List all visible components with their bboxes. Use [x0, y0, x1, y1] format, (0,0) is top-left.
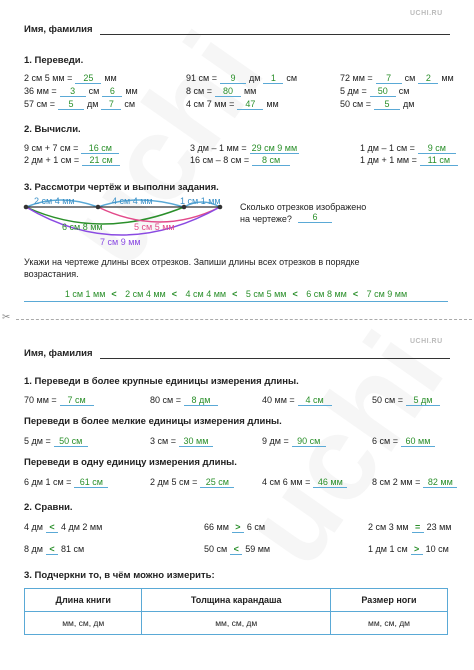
- exercise-line: [24, 477, 108, 488]
- table-header: Длина книги: [25, 589, 142, 612]
- compare-left: 66 мм: [204, 522, 229, 532]
- unit-label: мм: [441, 73, 454, 83]
- exercise-line: [190, 143, 299, 154]
- exercise-label: 70 мм =: [24, 395, 57, 405]
- answer-field[interactable]: 5 дм: [406, 395, 440, 406]
- exercise-label: 5 дм =: [340, 86, 367, 96]
- exercise-line: [262, 395, 332, 406]
- compare-right: 6 см: [246, 522, 266, 532]
- task-text: Укажи на чертеже длины всех отрезков. Запиши длины всех отрезков в порядке: [24, 257, 360, 267]
- answer-field[interactable]: 7: [101, 99, 121, 110]
- exercise-label: 2 дм + 1 см =: [24, 155, 80, 165]
- compare-line: [24, 522, 102, 533]
- exercise-label: 1 дм – 1 см =: [360, 143, 415, 153]
- answer-field[interactable]: 30 мм: [179, 436, 213, 447]
- order-item: 4 см 4 мм: [185, 289, 227, 299]
- measure-table: [24, 588, 448, 635]
- compare-right: 10 см: [425, 544, 449, 554]
- exercise-label: 9 см + 7 см =: [24, 143, 79, 153]
- answer-field[interactable]: 2: [418, 73, 438, 84]
- answer-field[interactable]: 47: [237, 99, 263, 110]
- answer-field[interactable]: 5: [58, 99, 84, 110]
- exercise-label: 4 см 6 мм =: [262, 477, 311, 487]
- compare-left: 2 см 3 мм: [368, 522, 409, 532]
- exercise-label: 8 см =: [186, 86, 212, 96]
- section-title: 2. Сравни.: [24, 502, 73, 513]
- answer-field[interactable]: 50: [370, 86, 396, 97]
- segment-label: 6 см 8 мм: [62, 222, 103, 232]
- brand-logo: UCHI.RU: [410, 10, 443, 17]
- exercise-label: 50 см =: [340, 99, 371, 109]
- answer-field[interactable]: 46 мм: [313, 477, 347, 488]
- exercise-label: 36 мм =: [24, 86, 57, 96]
- exercise-line: [24, 99, 135, 110]
- answer-field[interactable]: 11 см: [420, 155, 458, 166]
- exercise-line: [340, 73, 454, 84]
- unit-label: мм: [125, 86, 138, 96]
- answer-field[interactable]: 25 см: [200, 477, 234, 488]
- exercise-line: [372, 395, 440, 406]
- exercise-line: [186, 73, 297, 84]
- cut-line: [16, 319, 472, 320]
- exercise-label: 6 см =: [372, 436, 398, 446]
- unit-label: см: [286, 73, 298, 83]
- exercise-line: [190, 155, 290, 166]
- section-title: 2. Вычисли.: [24, 124, 81, 135]
- exercise-label: 91 см =: [186, 73, 217, 83]
- answer-field[interactable]: 80: [215, 86, 241, 97]
- answer-field[interactable]: 16 см: [81, 143, 119, 154]
- segment-label: 5 см 5 мм: [134, 222, 175, 232]
- segment-label: 7 см 9 мм: [100, 237, 141, 247]
- answer-field[interactable]: 21 см: [82, 155, 120, 166]
- answer-field[interactable]: 7 см: [60, 395, 94, 406]
- exercise-label: 3 см =: [150, 436, 176, 446]
- table-header: Толщина карандаша: [142, 589, 331, 612]
- answer-field[interactable]: 25: [75, 73, 101, 84]
- compare-line: [368, 544, 449, 555]
- unit-label: мм: [266, 99, 279, 109]
- order-answer[interactable]: 1 см 1 мм < 2 см 4 мм < 4 см 4 мм < 5 см 5 мм < 6 см 8 мм < 7 см 9 мм: [24, 289, 448, 302]
- exercise-label: 5 дм =: [24, 436, 51, 446]
- compare-sign[interactable]: >: [411, 544, 423, 555]
- section-title: Переведи в одну единицу измерения длины.: [24, 457, 237, 468]
- segment-label: 1 см 1 мм: [180, 196, 221, 206]
- compare-right: 4 дм 2 мм: [60, 522, 103, 532]
- answer-field[interactable]: 3: [60, 86, 86, 97]
- answer-field[interactable]: 6: [102, 86, 122, 97]
- exercise-label: 1 дм + 1 мм =: [360, 155, 417, 165]
- exercise-line: [24, 86, 138, 97]
- exercise-label: 9 дм =: [262, 436, 289, 446]
- unit-label: см: [404, 73, 416, 83]
- compare-line: [368, 522, 451, 533]
- section-title: 3. Рассмотри чертёж и выполни задания.: [24, 182, 219, 193]
- answer-field[interactable]: 9: [220, 73, 246, 84]
- exercise-line: [372, 436, 435, 447]
- exercise-line: [186, 99, 279, 110]
- exercise-line: [360, 143, 456, 154]
- compare-line: [24, 544, 84, 555]
- exercise-label: 16 см – 8 см =: [190, 155, 250, 165]
- section-title: 1. Переведи в более крупные единицы измерения длины.: [24, 376, 299, 387]
- unit-label: см: [124, 99, 136, 109]
- order-item: 5 см 5 мм: [245, 289, 287, 299]
- table-header: Размер ноги: [330, 589, 447, 612]
- exercise-line: [360, 155, 458, 166]
- table-cell[interactable]: мм, см, дм: [25, 612, 142, 635]
- exercise-line: [150, 395, 218, 406]
- name-label: Имя, фамилия: [24, 24, 93, 35]
- order-item: 2 см 4 мм: [125, 289, 166, 299]
- answer-field[interactable]: 9 см: [418, 143, 456, 154]
- exercise-line: [186, 86, 256, 97]
- compare-left: 8 дм: [24, 544, 43, 554]
- exercise-label: 50 см =: [372, 395, 403, 405]
- brand-logo: UCHI.RU: [410, 338, 443, 345]
- unit-label: мм: [104, 73, 117, 83]
- table-cell[interactable]: мм, см, дм: [330, 612, 447, 635]
- compare-sign[interactable]: >: [232, 522, 244, 533]
- exercise-line: [150, 436, 213, 447]
- exercise-label: 8 см 2 мм =: [372, 477, 421, 487]
- answer-field[interactable]: 50 см: [54, 436, 88, 447]
- exercise-label: 80 см =: [150, 395, 181, 405]
- answer-field[interactable]: 61 см: [74, 477, 108, 488]
- exercise-label: 4 см 7 мм =: [186, 99, 235, 109]
- compare-left: 1 дм 1 см: [368, 544, 408, 554]
- compare-line: [204, 522, 265, 533]
- answer-field[interactable]: 90 см: [292, 436, 326, 447]
- table-cell[interactable]: мм, см, дм: [142, 612, 331, 635]
- exercise-line: [340, 99, 414, 110]
- exercise-line: [24, 395, 94, 406]
- scissors-icon: ✂: [2, 312, 11, 323]
- answer-field[interactable]: 7: [376, 73, 402, 84]
- compare-right: 23 мм: [426, 522, 452, 532]
- answer-field[interactable]: 82 мм: [423, 477, 457, 488]
- unit-label: мм: [243, 86, 257, 96]
- exercise-label: 2 см 5 мм =: [24, 73, 73, 83]
- unit-label: дм: [402, 99, 415, 109]
- exercise-line: [372, 477, 457, 488]
- question-text: на чертеже?: [240, 214, 292, 224]
- exercise-label: 57 см =: [24, 99, 55, 109]
- exercise-label: 3 дм – 1 мм =: [190, 143, 247, 153]
- order-item: 7 см 9 мм: [366, 289, 408, 299]
- exercise-line: [24, 436, 88, 447]
- compare-left: 50 см: [204, 544, 228, 554]
- compare-sign[interactable]: <: [46, 544, 58, 555]
- exercise-line: [150, 477, 234, 488]
- name-line[interactable]: [100, 358, 450, 359]
- exercise-line: [340, 86, 409, 97]
- unit-label: см: [398, 86, 410, 96]
- exercise-line: [262, 436, 326, 447]
- exercise-label: 40 мм =: [262, 395, 295, 405]
- exercise-label: 6 дм 1 см =: [24, 477, 72, 487]
- compare-sign[interactable]: =: [412, 522, 424, 533]
- task-text: возрастания.: [24, 269, 79, 279]
- order-item: 1 см 1 мм: [64, 289, 106, 299]
- compare-line: [204, 544, 270, 555]
- answer-field[interactable]: 8 дм: [184, 395, 218, 406]
- name-label: Имя, фамилия: [24, 348, 93, 359]
- question-text: Сколько отрезков изображено: [240, 202, 367, 212]
- segment-label: 2 см 4 мм: [34, 196, 75, 206]
- exercise-label: 2 дм 5 см =: [150, 477, 198, 487]
- unit-label: дм: [86, 99, 99, 109]
- answer-field[interactable]: 60 мм: [401, 436, 435, 447]
- answer-field[interactable]: 1: [263, 73, 283, 84]
- compare-right: 59 мм: [245, 544, 271, 554]
- exercise-line: [24, 155, 120, 166]
- exercise-line: [24, 143, 119, 154]
- exercise-line: [262, 477, 347, 488]
- section-title: 1. Переведи.: [24, 55, 84, 66]
- compare-right: 81 см: [60, 544, 85, 554]
- segment-label: 4 см 4 мм: [112, 196, 153, 206]
- answer-field[interactable]: 4 см: [298, 395, 332, 406]
- name-line[interactable]: [100, 34, 450, 35]
- answer-field[interactable]: 29 см 9 мм: [251, 143, 298, 153]
- unit-label: дм: [248, 73, 261, 83]
- compare-sign[interactable]: <: [230, 544, 242, 555]
- answer-field[interactable]: 8 см: [252, 155, 290, 166]
- answer-field[interactable]: 6: [298, 212, 332, 223]
- section-title: Переведи в более мелкие единицы измерения длины.: [24, 416, 282, 427]
- section-title: 3. Подчеркни то, в чём можно измерить:: [24, 570, 215, 581]
- exercise-line: [24, 73, 117, 84]
- answer-field[interactable]: 5: [374, 99, 400, 110]
- order-item: 6 см 8 мм: [306, 289, 347, 299]
- compare-sign[interactable]: <: [46, 522, 58, 533]
- exercise-label: 72 мм =: [340, 73, 373, 83]
- unit-label: см: [88, 86, 100, 96]
- compare-left: 4 дм: [24, 522, 43, 532]
